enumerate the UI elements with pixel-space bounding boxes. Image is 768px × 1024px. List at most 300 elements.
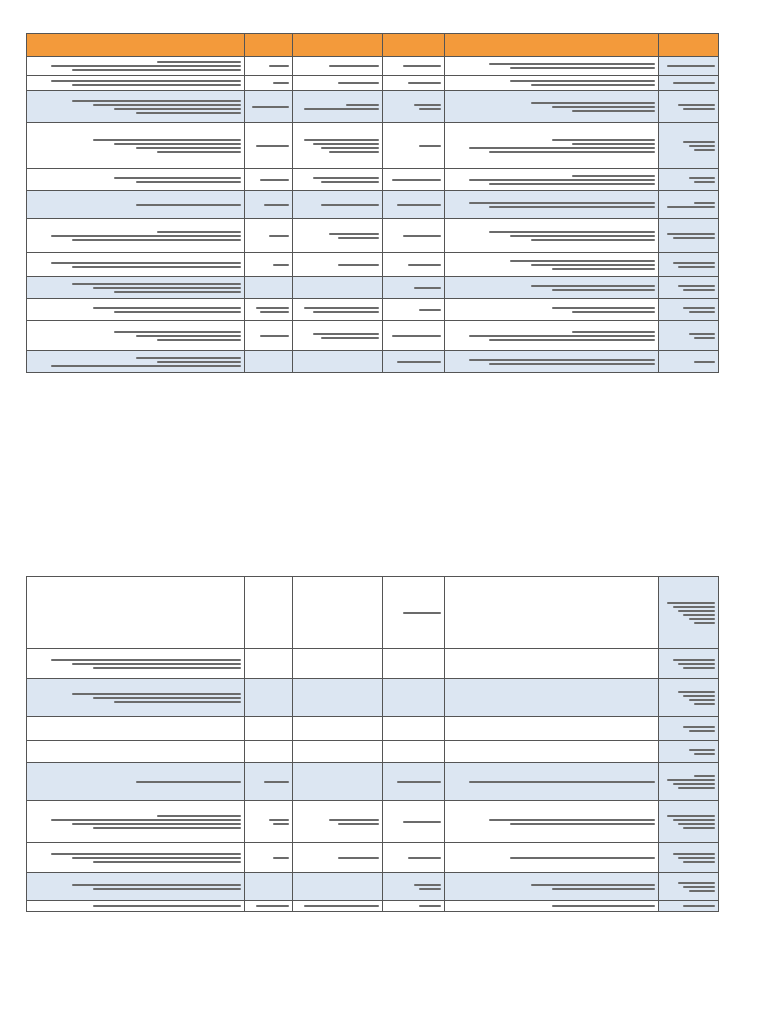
unreadable-text-line xyxy=(469,781,655,783)
header-cell xyxy=(293,34,383,57)
table-cell xyxy=(445,299,659,321)
unreadable-text-line xyxy=(408,857,441,859)
unreadable-text-line xyxy=(678,857,715,859)
row-label-cell xyxy=(659,843,719,873)
unreadable-text-line xyxy=(136,204,242,206)
row-label-cell xyxy=(659,901,719,912)
unreadable-text-line xyxy=(329,151,379,153)
unreadable-text-line xyxy=(414,104,442,106)
unreadable-text-line xyxy=(489,183,655,185)
unreadable-text-line xyxy=(673,262,715,264)
table-cell xyxy=(27,801,245,843)
unreadable-text-line xyxy=(489,151,655,153)
unreadable-text-line xyxy=(552,268,656,270)
row-label-cell xyxy=(659,763,719,801)
unreadable-text-line xyxy=(329,819,379,821)
unreadable-text-line xyxy=(51,235,241,237)
unreadable-text-line xyxy=(313,143,379,145)
table-cell xyxy=(383,299,445,321)
unreadable-text-line xyxy=(572,175,655,177)
table-cell xyxy=(445,277,659,299)
unreadable-text-line xyxy=(269,65,290,67)
unreadable-text-line xyxy=(93,827,241,829)
unreadable-text-line xyxy=(469,147,655,149)
table-cell xyxy=(27,351,245,373)
unreadable-text-line xyxy=(489,231,655,233)
unreadable-text-line xyxy=(72,69,241,71)
table-cell xyxy=(293,679,383,717)
unreadable-text-line xyxy=(338,82,380,84)
unreadable-text-line xyxy=(683,695,715,697)
unreadable-text-line xyxy=(673,819,715,821)
unreadable-text-line xyxy=(469,359,655,361)
table-cell xyxy=(293,91,383,123)
table-cell xyxy=(245,277,293,299)
unreadable-text-line xyxy=(256,145,289,147)
unreadable-text-line xyxy=(136,147,242,149)
unreadable-text-line xyxy=(419,888,441,890)
unreadable-text-line xyxy=(329,65,379,67)
unreadable-text-line xyxy=(51,659,241,661)
unreadable-text-line xyxy=(552,106,656,108)
unreadable-text-line xyxy=(678,823,715,825)
table-cell xyxy=(293,321,383,351)
unreadable-text-line xyxy=(678,691,715,693)
unreadable-text-line xyxy=(51,365,241,367)
unreadable-text-line xyxy=(683,289,715,291)
unreadable-text-line xyxy=(72,857,241,859)
unreadable-text-line xyxy=(338,264,380,266)
unreadable-text-line xyxy=(689,311,716,313)
table-row xyxy=(27,577,719,649)
unreadable-text-line xyxy=(678,266,715,268)
unreadable-text-line xyxy=(51,65,241,67)
unreadable-text-line xyxy=(269,819,290,821)
unreadable-text-line xyxy=(667,65,715,67)
table-cell xyxy=(27,717,245,741)
unreadable-text-line xyxy=(157,61,241,63)
table-cell xyxy=(293,577,383,649)
table-cell xyxy=(293,57,383,76)
table-row xyxy=(27,191,719,219)
unreadable-text-line xyxy=(673,783,715,785)
unreadable-text-line xyxy=(419,309,441,311)
unreadable-text-line xyxy=(72,84,241,86)
table-cell xyxy=(27,299,245,321)
table-cell xyxy=(293,123,383,169)
table-cell xyxy=(245,191,293,219)
table-cell xyxy=(245,351,293,373)
unreadable-text-line xyxy=(338,237,380,239)
unreadable-text-line xyxy=(403,235,442,237)
table-row xyxy=(27,801,719,843)
unreadable-text-line xyxy=(321,337,379,339)
table-cell xyxy=(445,169,659,191)
unreadable-text-line xyxy=(72,283,241,285)
unreadable-text-line xyxy=(392,179,442,181)
unreadable-text-line xyxy=(683,726,715,728)
unreadable-text-line xyxy=(256,905,289,907)
unreadable-text-line xyxy=(673,606,715,608)
unreadable-text-line xyxy=(114,331,241,333)
unreadable-text-line xyxy=(157,151,241,153)
table-cell xyxy=(383,277,445,299)
header-row xyxy=(27,34,719,57)
table-cell xyxy=(383,351,445,373)
table-cell xyxy=(383,191,445,219)
table-row xyxy=(27,843,719,873)
unreadable-text-line xyxy=(157,231,241,233)
unreadable-text-line xyxy=(489,63,655,65)
unreadable-text-line xyxy=(531,102,655,104)
unreadable-text-line xyxy=(678,610,715,612)
unreadable-text-line xyxy=(694,775,715,777)
table-cell xyxy=(27,57,245,76)
table-cell xyxy=(293,843,383,873)
table-body xyxy=(27,577,719,912)
table-cell xyxy=(245,169,293,191)
unreadable-text-line xyxy=(678,104,715,106)
unreadable-text-line xyxy=(338,823,380,825)
table-cell xyxy=(445,649,659,679)
unreadable-text-line xyxy=(264,204,289,206)
row-label-cell xyxy=(659,649,719,679)
unreadable-text-line xyxy=(304,307,379,309)
table-cell xyxy=(383,873,445,901)
unreadable-text-line xyxy=(304,905,379,907)
table-row xyxy=(27,299,719,321)
table-cell xyxy=(445,901,659,912)
table-row xyxy=(27,123,719,169)
unreadable-text-line xyxy=(260,311,289,313)
unreadable-text-line xyxy=(489,363,655,365)
row-label-cell xyxy=(659,277,719,299)
unreadable-text-line xyxy=(72,239,241,241)
table-cell xyxy=(293,901,383,912)
unreadable-text-line xyxy=(572,311,655,313)
unreadable-text-line xyxy=(694,202,715,204)
unreadable-text-line xyxy=(114,291,241,293)
table-row xyxy=(27,76,719,91)
unreadable-text-line xyxy=(694,181,715,183)
table-cell xyxy=(27,843,245,873)
table-row xyxy=(27,91,719,123)
row-label-cell xyxy=(659,191,719,219)
unreadable-text-line xyxy=(157,815,241,817)
table-cell xyxy=(293,873,383,901)
unreadable-text-line xyxy=(678,882,715,884)
unreadable-text-line xyxy=(273,857,289,859)
table-cell xyxy=(27,649,245,679)
unreadable-text-line xyxy=(694,703,715,705)
row-label-cell xyxy=(659,577,719,649)
unreadable-text-line xyxy=(689,730,716,732)
unreadable-text-line xyxy=(489,206,655,208)
table-cell xyxy=(27,873,245,901)
table-cell xyxy=(445,91,659,123)
unreadable-text-line xyxy=(531,884,655,886)
unreadable-text-line xyxy=(321,204,379,206)
table-cell xyxy=(293,277,383,299)
row-label-cell xyxy=(659,801,719,843)
unreadable-text-line xyxy=(114,177,241,179)
table-cell xyxy=(27,123,245,169)
table-cell xyxy=(293,169,383,191)
unreadable-text-line xyxy=(469,202,655,204)
unreadable-text-line xyxy=(72,884,241,886)
unreadable-text-line xyxy=(114,311,241,313)
table-cell xyxy=(445,873,659,901)
unreadable-text-line xyxy=(269,235,290,237)
unreadable-text-line xyxy=(93,888,241,890)
table-cell xyxy=(445,191,659,219)
unreadable-text-line xyxy=(689,145,716,147)
unreadable-text-line xyxy=(667,602,715,604)
unreadable-text-line xyxy=(321,181,379,183)
table-cell xyxy=(445,253,659,277)
unreadable-text-line xyxy=(114,108,241,110)
row-label-cell xyxy=(659,253,719,277)
table-row xyxy=(27,253,719,277)
unreadable-text-line xyxy=(72,693,241,695)
table-row xyxy=(27,679,719,717)
unreadable-text-line xyxy=(419,145,441,147)
table-cell xyxy=(293,191,383,219)
unreadable-text-line xyxy=(304,139,379,141)
table-cell xyxy=(383,219,445,253)
table-cell xyxy=(245,679,293,717)
unreadable-text-line xyxy=(510,80,655,82)
unreadable-text-line xyxy=(329,233,379,235)
table-cell xyxy=(445,801,659,843)
header-cell xyxy=(659,34,719,57)
unreadable-text-line xyxy=(72,823,241,825)
table-cell xyxy=(27,577,245,649)
unreadable-text-line xyxy=(489,819,655,821)
unreadable-text-line xyxy=(403,65,442,67)
unreadable-text-line xyxy=(510,857,655,859)
table-cell xyxy=(245,649,293,679)
table-cell xyxy=(245,843,293,873)
unreadable-text-line xyxy=(683,614,715,616)
unreadable-text-line xyxy=(256,307,289,309)
unreadable-text-line xyxy=(694,361,715,363)
unreadable-text-line xyxy=(273,82,289,84)
unreadable-text-line xyxy=(678,787,715,789)
unreadable-text-line xyxy=(689,890,716,892)
unreadable-text-line xyxy=(313,311,379,313)
unreadable-text-line xyxy=(51,853,241,855)
row-label-cell xyxy=(659,219,719,253)
table-row xyxy=(27,321,719,351)
unreadable-text-line xyxy=(157,361,241,363)
table-row xyxy=(27,169,719,191)
table-cell xyxy=(445,679,659,717)
unreadable-text-line xyxy=(683,905,715,907)
unreadable-text-line xyxy=(510,67,655,69)
header-cell xyxy=(27,34,245,57)
table-cell xyxy=(245,299,293,321)
table-cell xyxy=(27,741,245,763)
unreadable-text-line xyxy=(397,204,441,206)
unreadable-text-line xyxy=(531,239,655,241)
unreadable-text-line xyxy=(264,781,289,783)
table-cell xyxy=(445,741,659,763)
table-row xyxy=(27,901,719,912)
table-cell xyxy=(27,169,245,191)
table-row xyxy=(27,741,719,763)
table-cell xyxy=(245,253,293,277)
table-cell xyxy=(245,763,293,801)
table-cell xyxy=(245,123,293,169)
table-cell xyxy=(445,351,659,373)
row-label-cell xyxy=(659,351,719,373)
unreadable-text-line xyxy=(510,235,655,237)
unreadable-text-line xyxy=(114,701,241,703)
unreadable-text-line xyxy=(678,663,715,665)
unreadable-text-line xyxy=(403,821,442,823)
table-cell xyxy=(383,679,445,717)
table-cell xyxy=(245,57,293,76)
unreadable-text-line xyxy=(93,861,241,863)
table-cell xyxy=(383,801,445,843)
table-cell xyxy=(445,57,659,76)
unreadable-text-line xyxy=(689,618,716,620)
unreadable-text-line xyxy=(260,179,289,181)
table-cell xyxy=(383,321,445,351)
unreadable-text-line xyxy=(689,177,716,179)
unreadable-text-line xyxy=(683,108,715,110)
unreadable-text-line xyxy=(321,147,379,149)
table-cell xyxy=(27,763,245,801)
unreadable-text-line xyxy=(683,307,715,309)
table-cell xyxy=(293,717,383,741)
table-cell xyxy=(245,76,293,91)
row-label-cell xyxy=(659,123,719,169)
unreadable-text-line xyxy=(273,823,289,825)
unreadable-text-line xyxy=(136,781,242,783)
unreadable-text-line xyxy=(552,307,656,309)
table-cell xyxy=(383,76,445,91)
unreadable-text-line xyxy=(397,361,441,363)
row-label-cell xyxy=(659,679,719,717)
unreadable-text-line xyxy=(572,331,655,333)
table-cell xyxy=(245,717,293,741)
table-row xyxy=(27,763,719,801)
unreadable-text-line xyxy=(136,357,242,359)
unreadable-text-line xyxy=(408,264,441,266)
unreadable-text-line xyxy=(683,861,715,863)
table-cell xyxy=(245,901,293,912)
unreadable-text-line xyxy=(531,285,655,287)
unreadable-text-line xyxy=(673,853,715,855)
table-row xyxy=(27,277,719,299)
unreadable-text-line xyxy=(313,177,379,179)
row-label-cell xyxy=(659,57,719,76)
table-body xyxy=(27,57,719,373)
table-cell xyxy=(445,76,659,91)
table-cell xyxy=(445,717,659,741)
unreadable-text-line xyxy=(552,289,656,291)
unreadable-text-line xyxy=(673,237,715,239)
unreadable-text-line xyxy=(689,749,716,751)
table-cell xyxy=(383,843,445,873)
table-row xyxy=(27,873,719,901)
unreadable-text-line xyxy=(469,179,655,181)
row-label-cell xyxy=(659,76,719,91)
unreadable-text-line xyxy=(531,264,655,266)
unreadable-text-line xyxy=(694,149,715,151)
table-bottom xyxy=(26,576,719,912)
unreadable-text-line xyxy=(157,339,241,341)
unreadable-text-line xyxy=(93,307,241,309)
unreadable-text-line xyxy=(93,905,241,907)
header-cell xyxy=(445,34,659,57)
unreadable-text-line xyxy=(552,905,656,907)
table-cell xyxy=(445,123,659,169)
table-row xyxy=(27,351,719,373)
table-cell xyxy=(293,763,383,801)
unreadable-text-line xyxy=(694,337,715,339)
row-label-cell xyxy=(659,169,719,191)
unreadable-text-line xyxy=(273,264,289,266)
table-cell xyxy=(27,91,245,123)
table-cell xyxy=(383,253,445,277)
unreadable-text-line xyxy=(531,84,655,86)
unreadable-text-line xyxy=(489,339,655,341)
header-cell xyxy=(245,34,293,57)
unreadable-text-line xyxy=(572,110,655,112)
unreadable-text-line xyxy=(414,884,442,886)
unreadable-text-line xyxy=(136,335,242,337)
table-cell xyxy=(383,901,445,912)
table-row xyxy=(27,219,719,253)
unreadable-text-line xyxy=(397,781,441,783)
unreadable-text-line xyxy=(408,82,441,84)
unreadable-text-line xyxy=(510,260,655,262)
unreadable-text-line xyxy=(673,659,715,661)
unreadable-text-line xyxy=(403,612,442,614)
table-cell xyxy=(293,351,383,373)
table-cell xyxy=(245,801,293,843)
table-cell xyxy=(383,741,445,763)
table-cell xyxy=(445,219,659,253)
unreadable-text-line xyxy=(136,181,242,183)
unreadable-text-line xyxy=(114,143,241,145)
unreadable-text-line xyxy=(419,108,441,110)
unreadable-text-line xyxy=(346,104,379,106)
table-cell xyxy=(383,763,445,801)
unreadable-text-line xyxy=(667,779,715,781)
table-row xyxy=(27,717,719,741)
unreadable-text-line xyxy=(683,141,715,143)
unreadable-text-line xyxy=(667,815,715,817)
unreadable-text-line xyxy=(338,857,380,859)
unreadable-text-line xyxy=(552,139,656,141)
unreadable-text-line xyxy=(93,697,241,699)
unreadable-text-line xyxy=(392,335,442,337)
row-label-cell xyxy=(659,741,719,763)
table-cell xyxy=(27,191,245,219)
row-label-cell xyxy=(659,91,719,123)
unreadable-text-line xyxy=(93,667,241,669)
unreadable-text-line xyxy=(469,335,655,337)
table-cell xyxy=(27,253,245,277)
unreadable-text-line xyxy=(683,886,715,888)
table-cell xyxy=(383,717,445,741)
table-cell xyxy=(245,91,293,123)
unreadable-text-line xyxy=(72,663,241,665)
